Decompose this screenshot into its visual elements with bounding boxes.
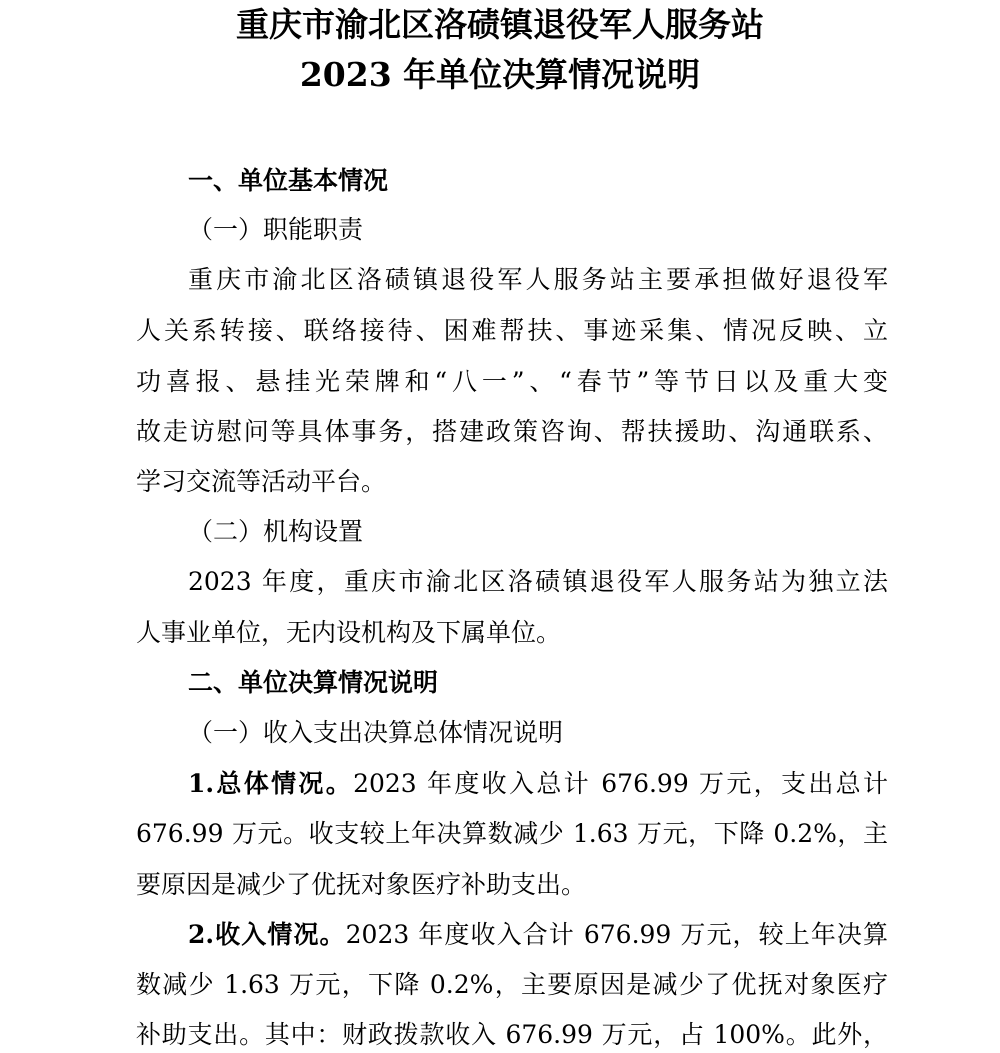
lead-income: 2.收入情况。: [188, 920, 346, 949]
paragraph-line: 重庆市渝北区洛碛镇退役军人服务站主要承担做好退役军: [188, 265, 888, 294]
lead-overall: 1.总体情况。: [188, 769, 354, 798]
paragraph-line: 676.99 万元。收支较上年决算数减少 1.63 万元，下降 0.2%，主: [136, 819, 888, 848]
paragraph-line: 人事业单位，无内设机构及下属单位。: [136, 618, 562, 647]
paragraph-line: 数减少 1.63 万元，下降 0.2%，主要原因是减少了优抚对象医疗: [136, 970, 888, 999]
paragraph-line: 补助支出。其中：财政拨款收入 676.99 万元，占 100%。此外，: [136, 1020, 888, 1049]
document-title-line-2: 2023 年单位决算情况说明: [299, 55, 701, 94]
income-line-1-text: 2023 年度收入合计 676.99 万元，较上年决算: [345, 920, 888, 949]
subsection-heading-organization: （二）机构设置: [188, 517, 364, 546]
paragraph-line: 故走访慰问等具体事务，搭建政策咨询、帮扶援助、沟通联系、: [136, 417, 888, 446]
paragraph-line-overall: [188, 768, 888, 800]
paragraph-line-income: [188, 919, 888, 951]
subsection-heading-functions: （一）职能职责: [188, 215, 364, 244]
section-heading-final-accounts: 二、单位决算情况说明: [188, 668, 439, 697]
paragraph-line: 学习交流等活动平台。: [136, 467, 387, 496]
paragraph-line: 人关系转接、联络接待、困难帮扶、事迹采集、情况反映、立: [136, 316, 888, 345]
subsection-heading-income-expense: （一）收入支出决算总体情况说明: [188, 718, 564, 747]
paragraph-line: 2023 年度，重庆市渝北区洛碛镇退役军人服务站为独立法: [188, 567, 888, 596]
section-heading-basic-info: 一、单位基本情况: [188, 166, 389, 195]
document-title-line-1: 重庆市渝北区洛碛镇退役军人服务站: [236, 5, 764, 44]
paragraph-line: 功喜报、悬挂光荣牌和“八一”、“春节”等节日以及重大变: [136, 367, 888, 396]
paragraph-line: 要原因是减少了优抚对象医疗补助支出。: [136, 870, 587, 899]
overall-line-1-text: 2023 年度收入总计 676.99 万元，支出总计: [353, 769, 888, 798]
